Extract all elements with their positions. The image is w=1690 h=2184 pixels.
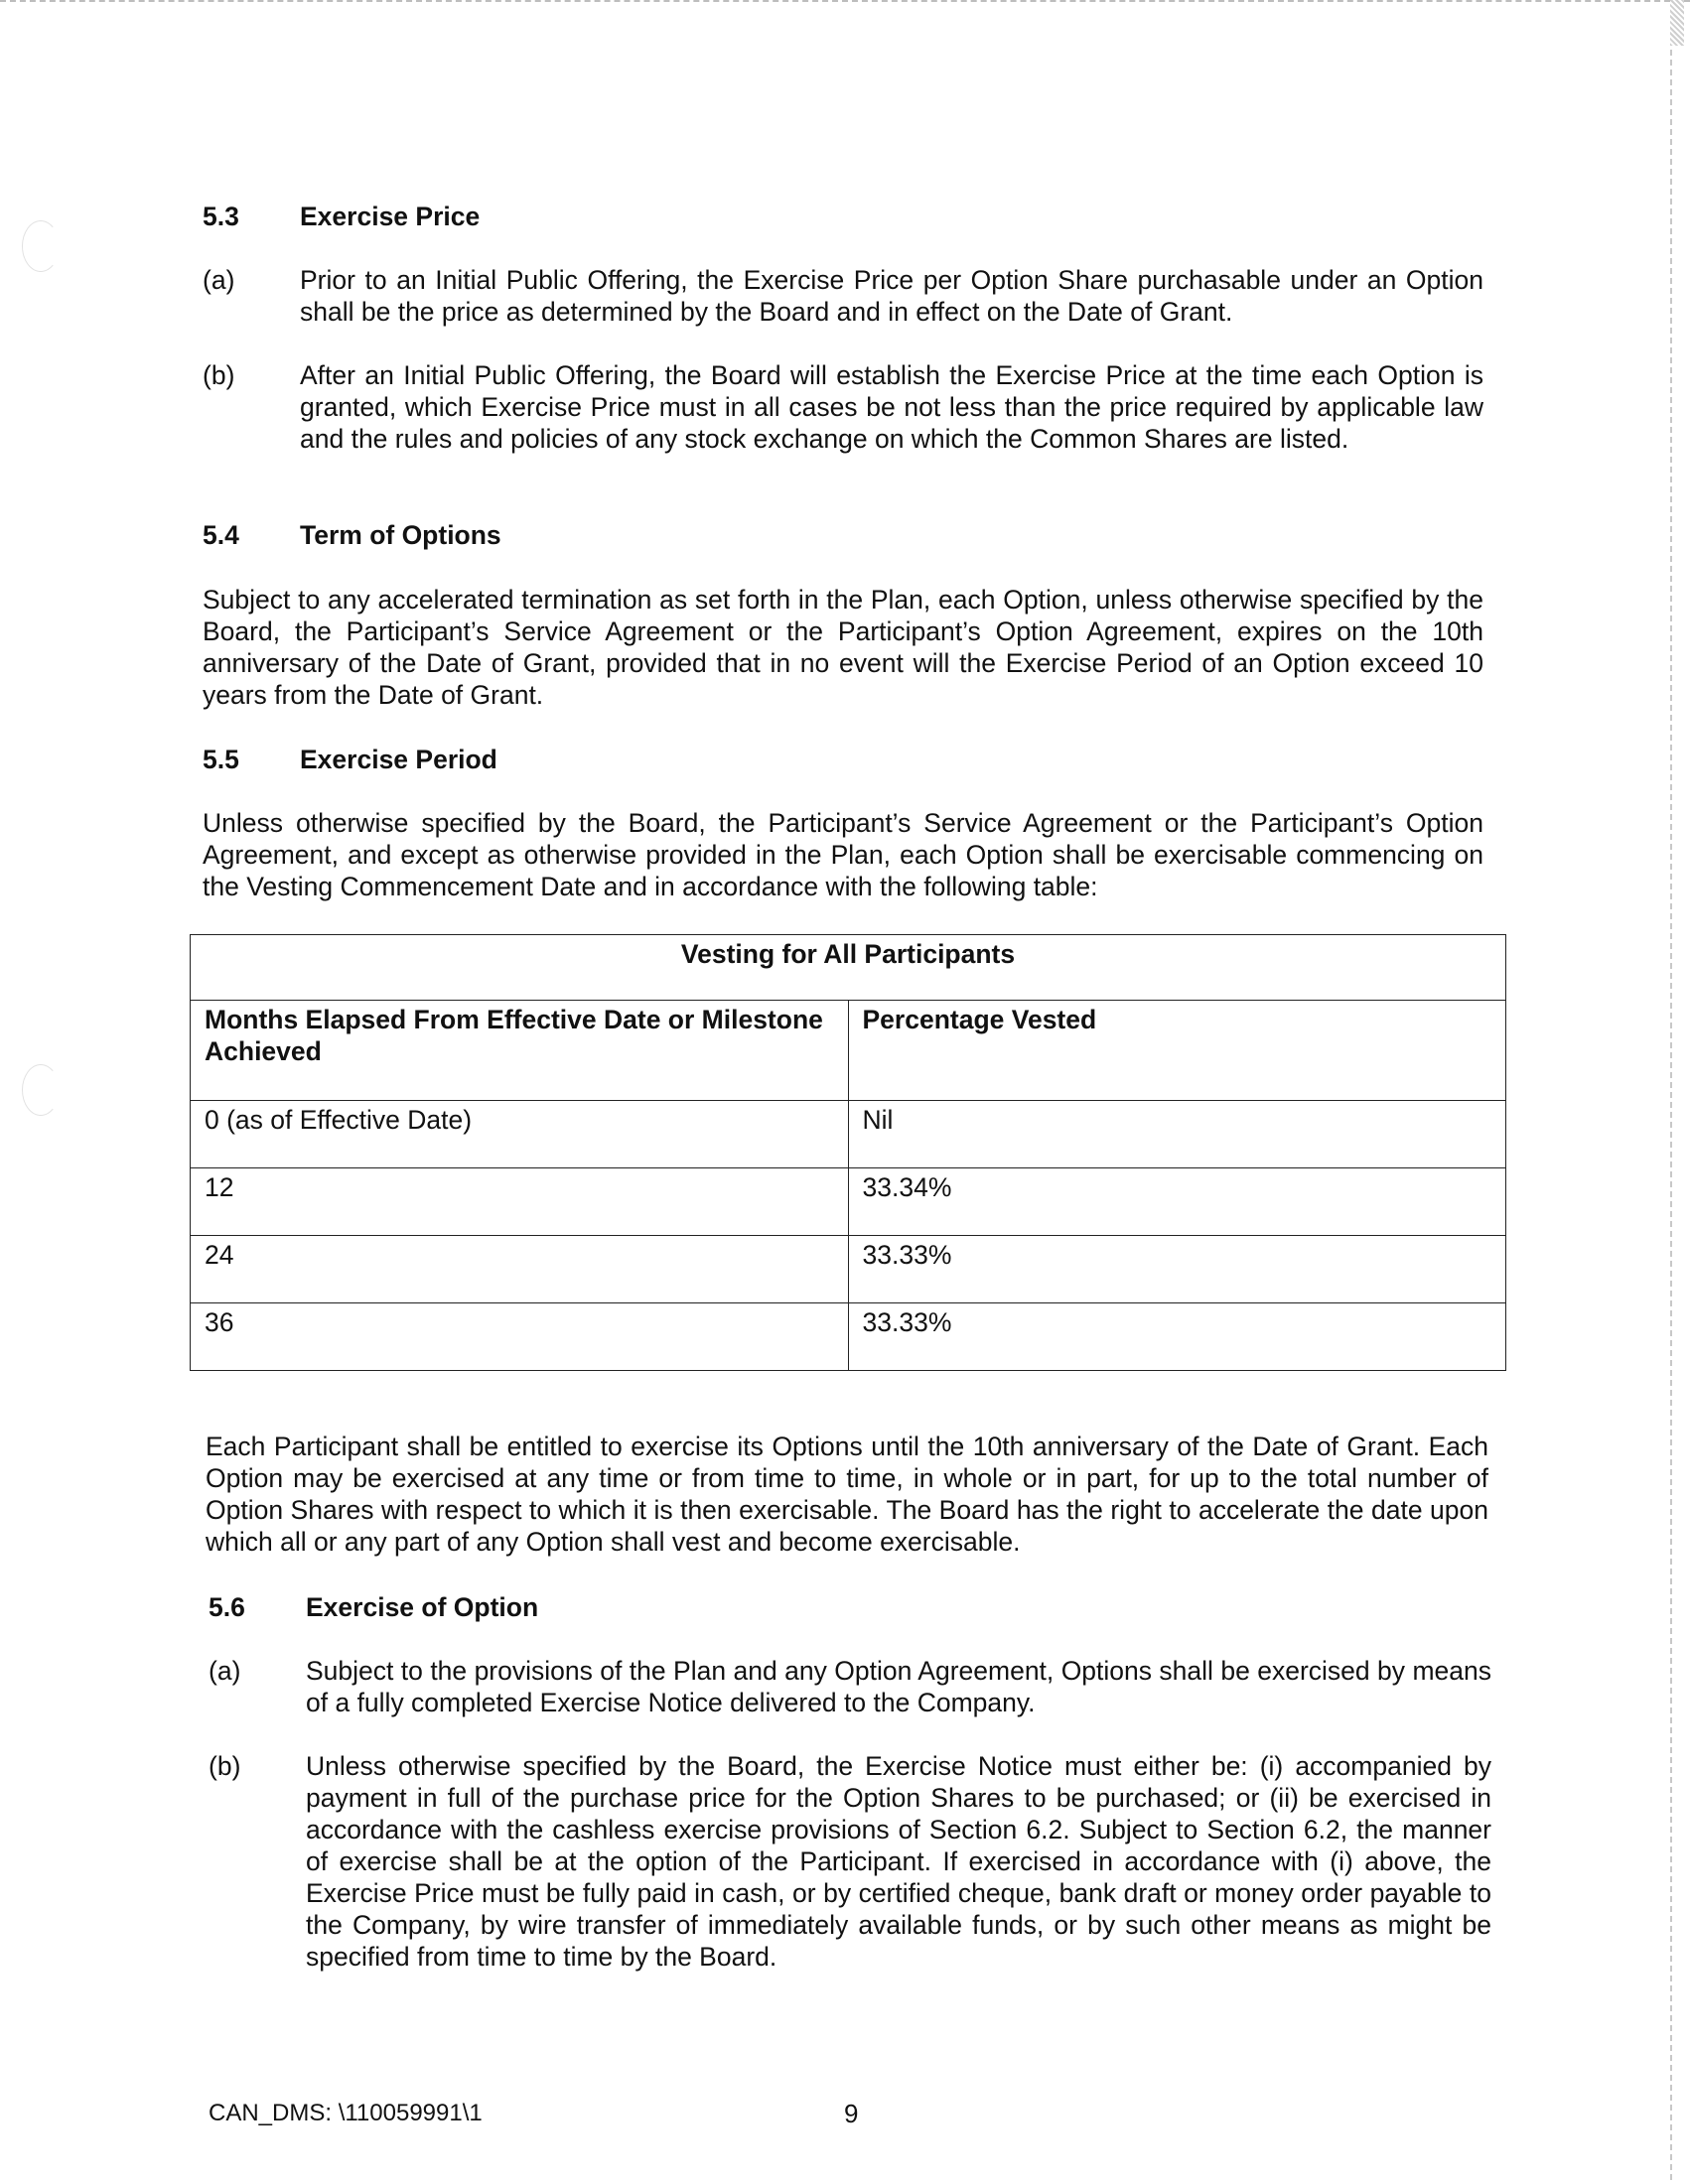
clause-text: After an Initial Public Offering, the Board will establish the Exercise Price at the time each Option is granted, which Exercise Price must in all cases be not less than the price required by applicable law and the rules and policies of any stock exchange on which the Common Shares are listed. bbox=[300, 360, 1483, 454]
section-title: Exercise of Option bbox=[306, 1592, 539, 1622]
section-title: Exercise Period bbox=[300, 745, 497, 774]
punch-hole-mark bbox=[22, 1064, 60, 1116]
scan-edge-right bbox=[1670, 0, 1672, 2184]
section-5-4-text: Subject to any accelerated termination as set forth in the Plan, each Option, unless otherwise specified by the Board, the Participant’s Service Agreement or the Participant’s Option Agreement, expires on the 10th anniversary of the Date of Grant, provided that in no event will the Exercise Period of an Option exceed 10 years from the Date of Grant. bbox=[203, 585, 1483, 710]
section-heading-5-4 bbox=[203, 519, 898, 551]
clause-5-3-b bbox=[203, 359, 1483, 486]
section-heading-5-6 bbox=[209, 1591, 904, 1623]
table-row bbox=[191, 1168, 1506, 1236]
clause-label: (b) bbox=[209, 1751, 241, 1781]
clause-label: (b) bbox=[203, 360, 235, 390]
section-number: 5.3 bbox=[203, 202, 239, 231]
table-row bbox=[191, 1101, 1506, 1168]
section-title: Term of Options bbox=[300, 520, 501, 550]
clause-text: Unless otherwise specified by the Board, the Exercise Notice must either be: (i) accompanied by payment in full of the purchase price for the Option Shares to be purchased; or (ii) be exercised in accordance with the cashless exercise provisions of Section 6.2. Subject to Section 6.2, the manner of exercise shall be at the option of the Participant. If exercised in accordance with (i) above, the Exercise Price must be fully paid in cash, or by certified cheque, bank draft or money order payable to the Company, by wire transfer of immediately available funds, or by such other means as might be specified from time to time by the Board. bbox=[306, 1751, 1491, 1972]
section-title: Exercise Price bbox=[300, 202, 481, 231]
clause-5-6-a bbox=[209, 1655, 1491, 1718]
scan-edge-top bbox=[0, 0, 1690, 6]
clause-text: Subject to the provisions of the Plan and any Option Agreement, Options shall be exercised by means of a fully completed Exercise Notice delivered to the Company. bbox=[306, 1656, 1491, 1717]
table-row bbox=[191, 1236, 1506, 1303]
section-number: 5.6 bbox=[209, 1592, 245, 1622]
column-header-months: Months Elapsed From Effective Date or Milestone Achieved bbox=[191, 1001, 849, 1101]
months-cell: 12 bbox=[191, 1168, 849, 1236]
percentage-cell: 33.34% bbox=[848, 1168, 1506, 1236]
percentage-cell: 33.33% bbox=[848, 1303, 1506, 1371]
table-row bbox=[191, 1303, 1506, 1371]
percentage-cell: Nil bbox=[848, 1101, 1506, 1168]
section-number: 5.4 bbox=[203, 520, 239, 550]
punch-hole-mark bbox=[22, 220, 60, 272]
vesting-table-caption: Vesting for All Participants bbox=[191, 935, 1506, 1001]
document-id: CAN_DMS: \110059991\1 bbox=[209, 2100, 483, 2126]
clause-5-6-b bbox=[209, 1750, 1491, 1973]
section-5-5-after-table: Each Participant shall be entitled to exercise its Options until the 10th anniversary of the Date of Grant. Each Option may be exercised at any time or from time to time, in whole or in part, for up to the total number of Option Shares with respect to which it is then exercisable. The Board has the right to accelerate the date upon which all or any part of any Option shall vest and become exercisable. bbox=[206, 1432, 1488, 1557]
clause-label: (a) bbox=[209, 1656, 241, 1686]
page-number: 9 bbox=[844, 2099, 859, 2128]
column-header-percentage: Percentage Vested bbox=[848, 1001, 1506, 1101]
months-cell: 36 bbox=[191, 1303, 849, 1371]
clause-5-3-a bbox=[203, 264, 1483, 328]
percentage-cell: 33.33% bbox=[848, 1236, 1506, 1303]
vesting-table bbox=[190, 934, 1506, 1371]
clause-text: Prior to an Initial Public Offering, the Exercise Price per Option Share purchasable under an Option shall be the price as determined by the Board and in effect on the Date of Grant. bbox=[300, 265, 1483, 327]
section-heading-5-5 bbox=[203, 744, 898, 775]
section-5-5-intro: Unless otherwise specified by the Board, the Participant’s Service Agreement or the Participant’s Option Agreement, and except as otherwise provided in the Plan, each Option shall be exercisable commencing on the Vesting Commencement Date and in accordance with the following table: bbox=[203, 808, 1483, 901]
months-cell: 0 (as of Effective Date) bbox=[191, 1101, 849, 1168]
section-number: 5.5 bbox=[203, 745, 239, 774]
months-cell: 24 bbox=[191, 1236, 849, 1303]
scan-corner-mark bbox=[1670, 0, 1684, 46]
clause-label: (a) bbox=[203, 265, 235, 295]
section-heading-5-3 bbox=[203, 201, 898, 232]
